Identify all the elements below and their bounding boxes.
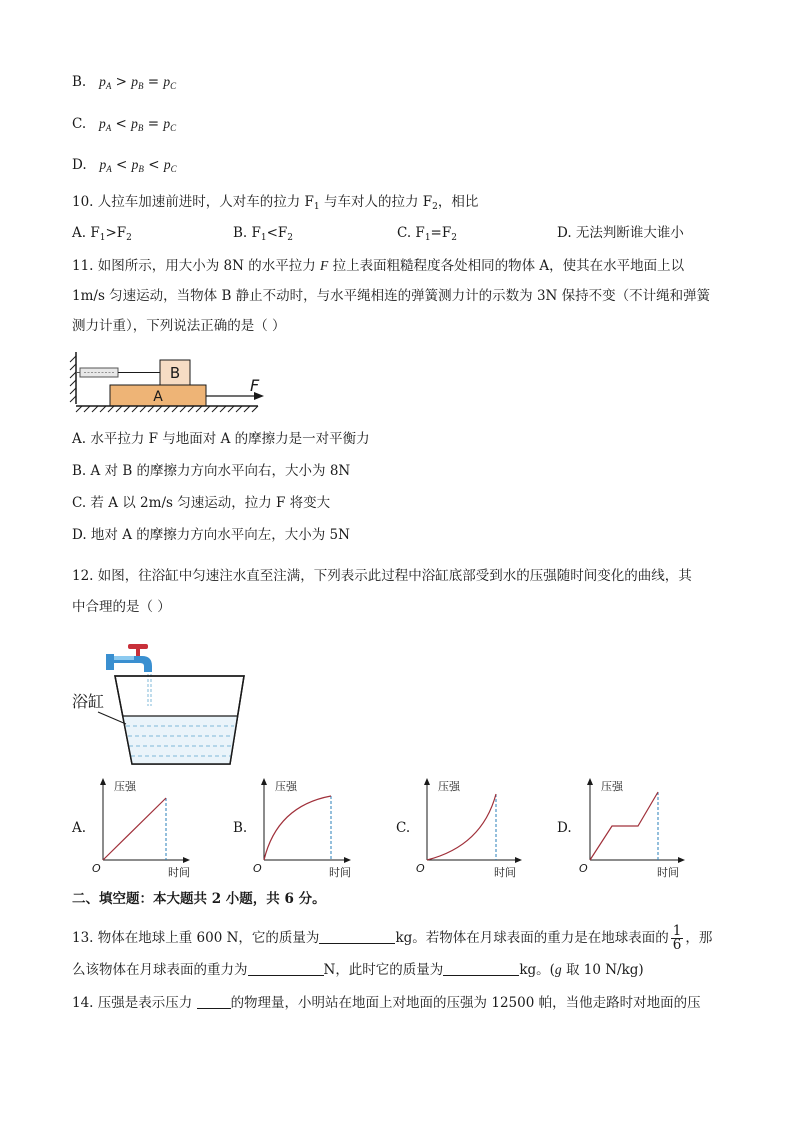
question-11-line-3: 测力计重），下列说法正确的是（ ） bbox=[72, 318, 286, 334]
faucet-icon bbox=[106, 644, 152, 672]
spring-scale-icon bbox=[76, 368, 160, 377]
question-12-line-2: 中合理的是（ ） bbox=[72, 599, 171, 615]
q13-blank-moon-gravity[interactable] bbox=[248, 961, 324, 976]
graph-a-xlabel: 时间 bbox=[168, 866, 190, 879]
question-10-stem: 10. 人拉车加速前进时，人对车的拉力 $F_1$ 与车对人的拉力 $F_2$，相比 bbox=[72, 194, 479, 212]
q11-option-d: D. 地对 A 的摩擦力方向水平向左，大小为 5N bbox=[72, 527, 350, 543]
graph-c-origin: O bbox=[416, 862, 425, 875]
option-c-prev: C. $p_A < p_B = p_C$ bbox=[72, 116, 177, 133]
option-d-prev: D. $p_A < p_B < p_C$ bbox=[72, 157, 177, 174]
q14-blank[interactable] bbox=[197, 994, 231, 1009]
graph-c-letter: C. bbox=[396, 820, 411, 836]
graph-a-origin: O bbox=[92, 862, 101, 875]
graph-b-xlabel: 时间 bbox=[329, 866, 351, 879]
graph-d-ylabel: 压强 bbox=[601, 780, 623, 793]
q10-option-d: D. 无法判断谁大谁小 bbox=[557, 225, 684, 241]
block-a-label: A bbox=[153, 389, 163, 405]
section-2-title: 二、填空题：本大题共 2 小题，共 6 分。 bbox=[72, 891, 326, 907]
q10-option-a: A. $F_1>F_2$ bbox=[72, 225, 132, 243]
graph-c-curve bbox=[427, 794, 496, 860]
graph-a-letter: A. bbox=[72, 820, 87, 836]
option-b-prev: B. $p_A > p_B = p_C$ bbox=[72, 74, 177, 91]
graph-option-c bbox=[396, 776, 526, 886]
bathtub-figure bbox=[70, 640, 260, 770]
q10-option-b: B. $F_1<F_2$ bbox=[233, 225, 294, 243]
q13-blank-moon-mass[interactable] bbox=[443, 961, 519, 976]
q11-figure bbox=[68, 348, 278, 420]
graph-a-ylabel: 压强 bbox=[114, 780, 136, 793]
graph-c-ylabel: 压强 bbox=[438, 780, 460, 793]
graph-b-curve bbox=[264, 796, 331, 860]
force-f-label: F bbox=[250, 376, 260, 395]
graph-b-origin: O bbox=[253, 862, 262, 875]
question-14-line-1: 14. 压强是表示压力 的物理量，小明站在地面上对地面的压强为 12500 帕，当他走路时对地面的压 bbox=[72, 995, 701, 1011]
q11-option-b: B. A 对 B 的摩擦力方向水平向右，大小为 8N bbox=[72, 463, 351, 479]
graph-a-curve bbox=[103, 798, 166, 860]
q13-blank-mass[interactable] bbox=[319, 929, 395, 944]
question-11-line-1: 11. 如图所示，用大小为 8N 的水平拉力 F 拉上表面粗糙程度各处相同的物体 A，使其在水平地面上以 bbox=[72, 258, 685, 274]
question-13-line-2: 么该物体在月球表面的重力为 N，此时它的质量为 kg。(g 取 10 N/kg) bbox=[72, 962, 644, 978]
question-13-line-1: 13. 物体在地球上重 600 N，它的质量为 kg。若物体在月球表面的重力是在地球表面的 $\frac{1}{6}$ ，那 bbox=[72, 923, 713, 953]
graph-b-letter: B. bbox=[233, 820, 248, 836]
graph-d-origin: O bbox=[579, 862, 588, 875]
graph-option-b bbox=[233, 776, 353, 886]
block-b-label: B bbox=[169, 364, 181, 382]
graph-b-ylabel: 压强 bbox=[275, 780, 297, 793]
graph-c-xlabel: 时间 bbox=[494, 866, 516, 879]
question-12-line-1: 12. 如图，往浴缸中匀速注水直至注满，下列表示此过程中浴缸底部受到水的压强随时间变化的曲线，其 bbox=[72, 568, 692, 584]
graph-d-xlabel: 时间 bbox=[657, 866, 679, 879]
graph-option-a bbox=[70, 776, 190, 886]
fraction-one-sixth: $\frac{1}{6}$ bbox=[672, 923, 682, 953]
q10-option-c: C. $F_1=F_2$ bbox=[397, 225, 457, 243]
tub-label: 浴缸 bbox=[72, 692, 105, 711]
q11-option-a: A. 水平拉力 F 与地面对 A 的摩擦力是一对平衡力 bbox=[72, 431, 370, 447]
graph-d-curve bbox=[590, 792, 658, 860]
graph-option-d bbox=[557, 776, 687, 886]
question-11-line-2: 1m/s 匀速运动，当物体 B 静止不动时，与水平绳相连的弹簧测力计的示数为 3N 保持不变（不计绳和弹簧 bbox=[72, 288, 711, 304]
graph-d-letter: D. bbox=[557, 820, 572, 836]
q11-option-c: C. 若 A 以 2m/s 匀速运动，拉力 F 将变大 bbox=[72, 495, 331, 511]
